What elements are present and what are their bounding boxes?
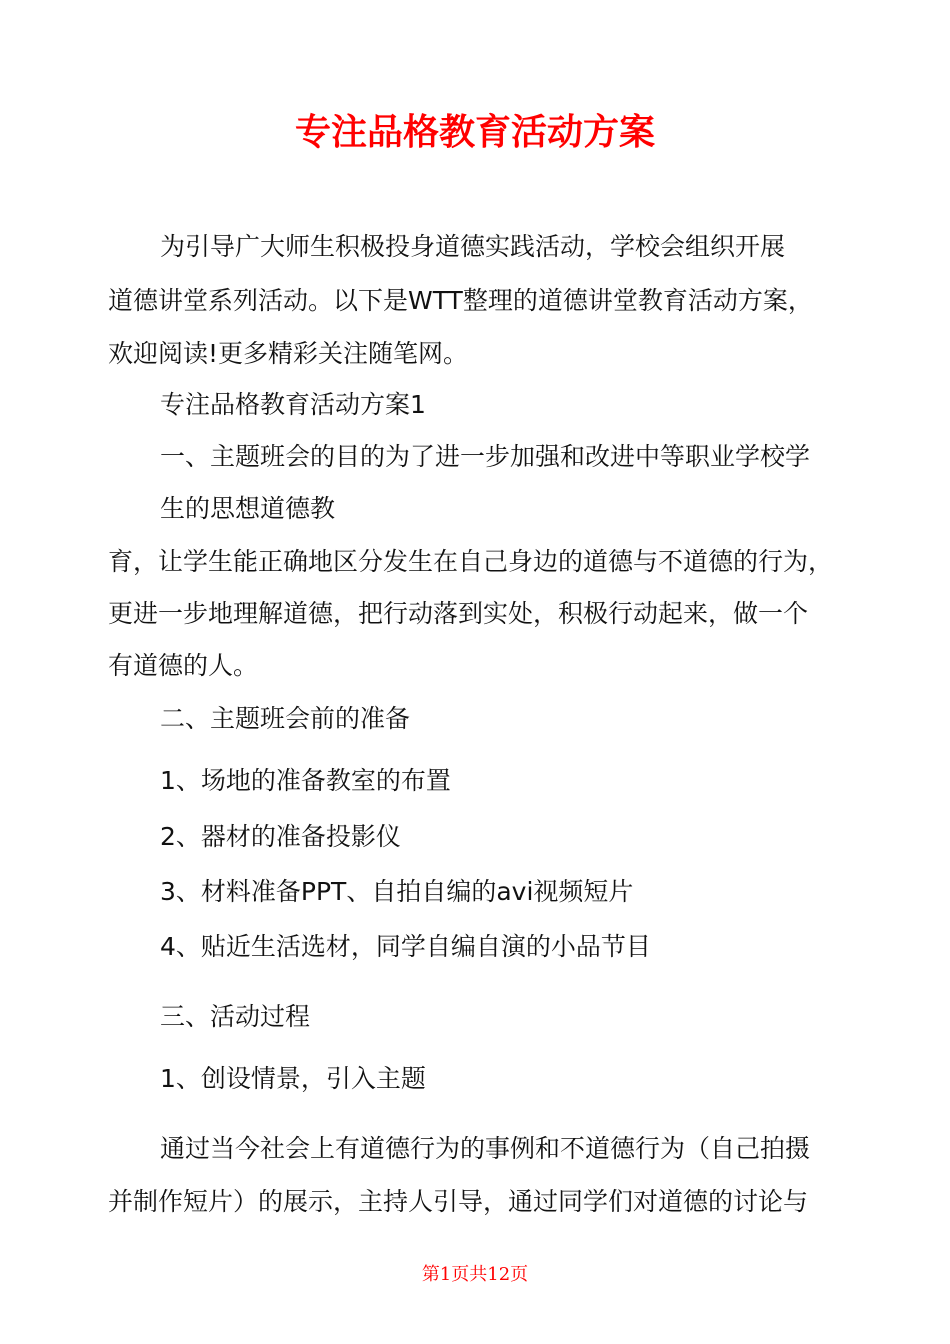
section-heading: 三、活动过程 — [160, 1002, 311, 1031]
paragraph-line: 道德讲堂系列活动。以下是WTT整理的道德讲堂教育活动方案， — [108, 286, 813, 315]
section-heading: 二、主题班会前的准备 — [160, 704, 411, 733]
list-item: 1、创设情景，引入主题 — [160, 1064, 426, 1093]
paragraph-line: 生的思想道德教 — [160, 494, 336, 523]
paragraph-line: 更进一步地理解道德，把行动落到实处，积极行动起来，做一个 — [108, 599, 809, 628]
paragraph-line: 一、主题班会的目的为了进一步加强和改进中等职业学校学 — [160, 442, 811, 471]
page-title: 专注品格教育活动方案 — [294, 112, 655, 153]
page-number-footer: 第1页共12页 — [421, 1264, 529, 1285]
paragraph-line: 欢迎阅读!更多精彩关注随笔网。 — [108, 339, 469, 368]
list-item: 3、材料准备PPT、自拍自编的avi视频短片 — [160, 877, 634, 906]
list-item: 4、贴近生活选材，同学自编自演的小品节目 — [160, 932, 651, 961]
paragraph-line: 有道德的人。 — [108, 651, 259, 680]
list-item: 1、场地的准备教室的布置 — [160, 766, 451, 795]
paragraph-line: 通过当今社会上有道德行为的事例和不道德行为（自己拍摄 — [160, 1134, 811, 1163]
paragraph-line: 并制作短片）的展示，主持人引导，通过同学们对道德的讨论与 — [108, 1187, 809, 1216]
paragraph-line: 为引导广大师生积极投身道德实践活动，学校会组织开展 — [160, 232, 786, 261]
paragraph-line: 育，让学生能正确地区分发生在自己身边的道德与不道德的行为， — [108, 547, 834, 576]
paragraph-line: 专注品格教育活动方案1 — [160, 390, 426, 419]
list-item: 2、器材的准备投影仪 — [160, 822, 401, 851]
